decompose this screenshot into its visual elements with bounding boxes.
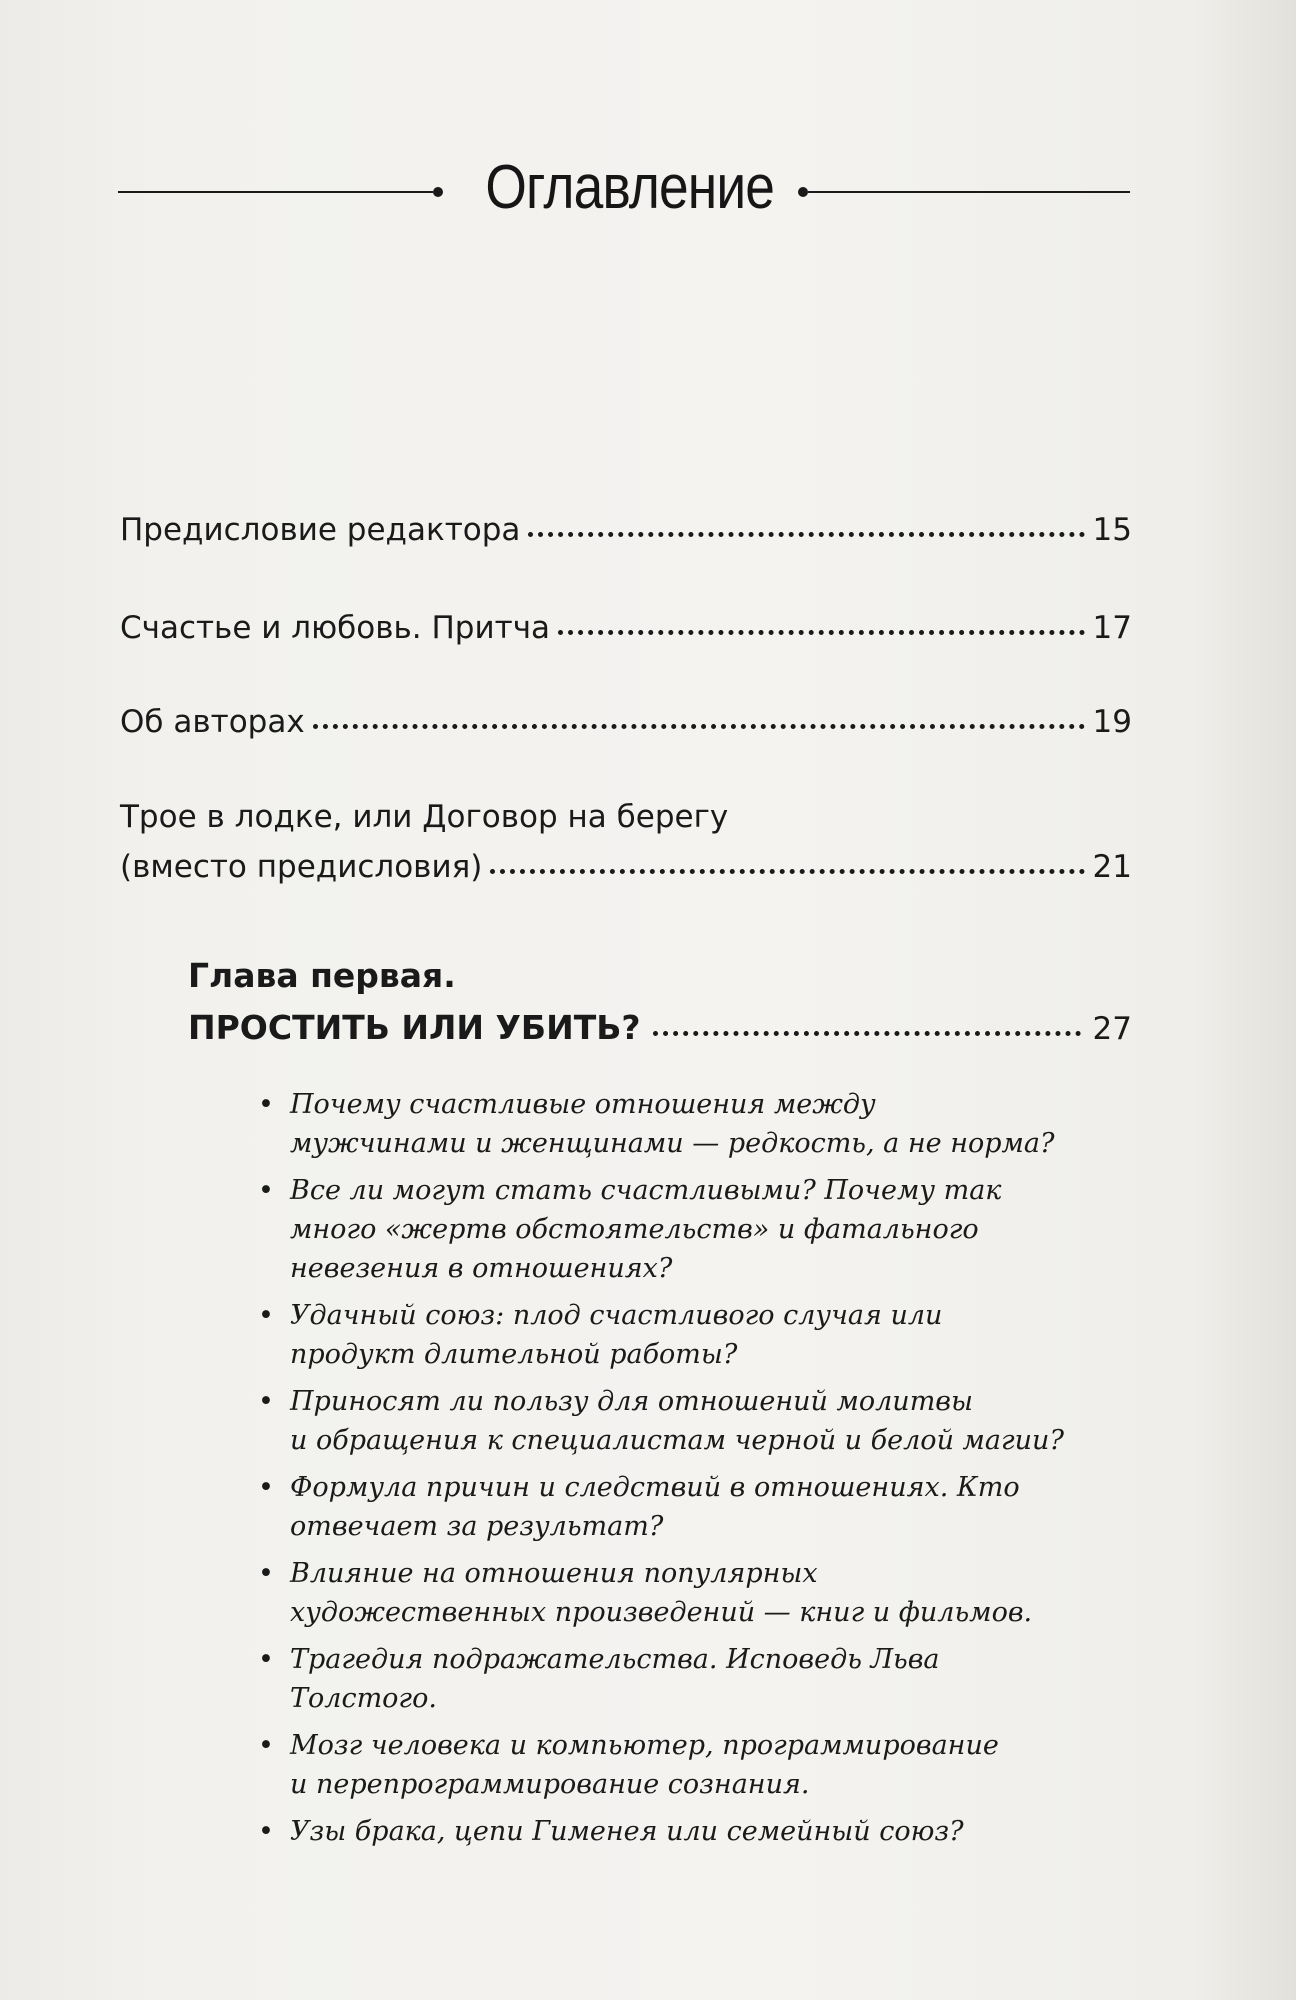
entry-page-number: 21: [1092, 849, 1132, 885]
bullet-icon: •: [258, 1472, 274, 1503]
bullet-icon: •: [258, 1386, 274, 1417]
entry-label: Предисловие редактора: [120, 512, 521, 548]
heading-rule-left: [118, 191, 433, 193]
bullet-icon: •: [258, 1558, 274, 1589]
entry-page-number: 19: [1092, 704, 1132, 740]
list-item: [258, 1171, 1088, 1288]
dot-leader: [653, 1015, 1081, 1037]
chapter-one-entry: [188, 950, 1132, 1055]
dot-leader: [528, 517, 1084, 538]
list-item-text: Трагедия подражательства. Исповедь Льва Толстого.: [290, 1644, 940, 1714]
list-item: [258, 1296, 1088, 1374]
bullet-icon: •: [258, 1816, 274, 1847]
bullet-icon: •: [258, 1730, 274, 1761]
list-item-text: Почему счастливые отношения между мужчинами и женщинами — редкость, а не норма?: [290, 1089, 1055, 1159]
list-item-text: Влияние на отношения популярных художественных произведений — книг и фильмов.: [290, 1558, 1033, 1628]
heading-dot-left: [433, 187, 443, 197]
dot-leader: [558, 615, 1085, 636]
toc-entry-editor-preface: [120, 505, 1132, 555]
entry-page-number: 17: [1092, 610, 1132, 646]
list-item: [258, 1640, 1088, 1718]
list-item-text: Мозг человека и компьютер, программирование и перепрограммирование сознания.: [290, 1730, 999, 1800]
chapter-title: ПРОСТИТЬ ИЛИ УБИТЬ?: [188, 1008, 641, 1047]
toc-entry-parable: [120, 603, 1132, 653]
list-item-text: Все ли могут стать счастливыми? Почему так много «жертв обстоятельств» и фатального невезения в отношениях?: [290, 1175, 1002, 1284]
toc-heading: [118, 153, 1130, 250]
entry-label-line-1: Трое в лодке, или Договор на берегу: [120, 799, 729, 835]
bullet-icon: •: [258, 1300, 274, 1331]
heading-dot-right: [798, 187, 808, 197]
bullet-icon: •: [258, 1089, 274, 1120]
toc-entry-three-in-boat: [120, 792, 1132, 892]
chapter-label: Глава первая.: [188, 956, 456, 995]
toc-entry-about-authors: [120, 697, 1132, 747]
heading-rule-right: [808, 191, 1130, 193]
list-item: [258, 1468, 1088, 1546]
list-item-text: Приносят ли пользу для отношений молитвы и обращения к специалистам черной и белой магии?: [290, 1386, 1064, 1456]
dot-leader: [490, 854, 1084, 875]
list-item-text: Удачный союз: плод счастливого случая или продукт длительной работы?: [290, 1300, 943, 1370]
bullet-icon: •: [258, 1644, 274, 1675]
list-item-text: Формула причин и следствий в отношениях. Кто отвечает за результат?: [290, 1472, 1020, 1542]
entry-label: Об авторах: [120, 704, 305, 740]
list-item: [258, 1085, 1088, 1163]
list-item: [258, 1726, 1088, 1804]
list-item: [258, 1812, 1088, 1851]
entry-page-number: 15: [1092, 512, 1132, 548]
chapter-topics-list: [258, 1085, 1088, 1859]
list-item-text: Узы брака, цепи Гименея или семейный союз?: [290, 1816, 964, 1847]
dot-leader: [313, 709, 1085, 730]
entry-label-line-2: (вместо предисловия): [120, 849, 483, 885]
bullet-icon: •: [258, 1175, 274, 1206]
list-item: [258, 1382, 1088, 1460]
page-title: Оглавление: [485, 153, 775, 222]
entry-label: Счастье и любовь. Притча: [120, 610, 551, 646]
chapter-page-number: 27: [1092, 1011, 1132, 1047]
list-item: [258, 1554, 1088, 1632]
